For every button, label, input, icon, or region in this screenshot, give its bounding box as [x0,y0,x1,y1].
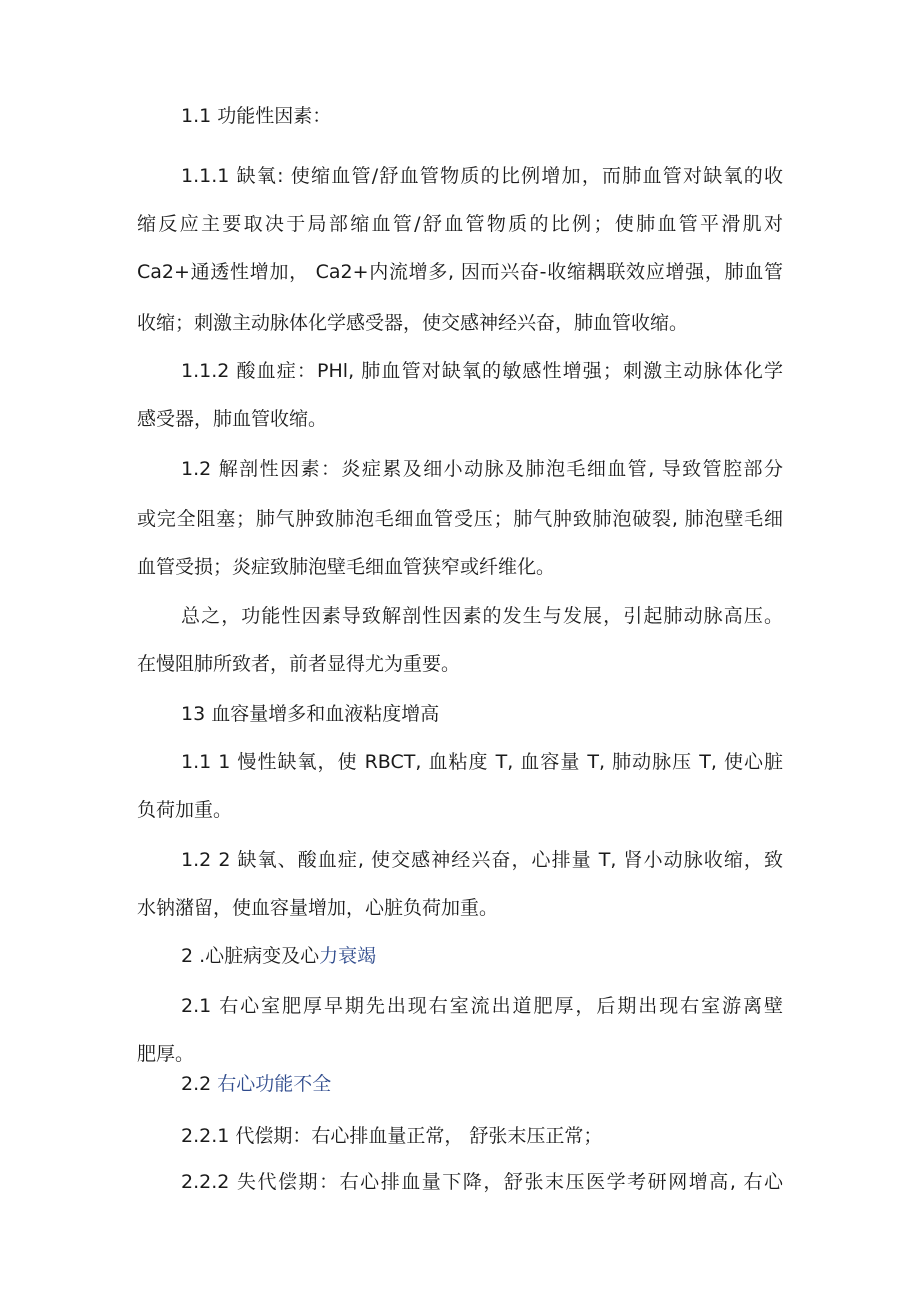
heading-2-2 [181,1072,331,1096]
paragraph-text: 血管受损；炎症致肺泡壁毛细血管狭窄或纤维化。 [137,556,556,578]
paragraph-1-1-1-alt-line-1 [181,750,783,774]
paragraph-summary-line-2 [137,652,460,676]
paragraph-text: 2.2.2 失代偿期：右心排血量下降，舒张末压医学考研网增高, 右心 [181,1171,783,1193]
paragraph-1-1-1-line-2 [137,212,783,236]
paragraph-text: 肥厚。 [137,1043,195,1065]
paragraph-1-1-2-line-2 [137,407,327,431]
paragraph-2-2-2-line-1 [181,1170,783,1194]
paragraph-1-1-2-line-1 [181,359,783,383]
paragraph-text: 缩反应主要取决于局部缩血管/舒血管物质的比例；使肺血管平滑肌对 [137,213,783,235]
paragraph-text: 在慢阻肺所致者，前者显得尤为重要。 [137,653,461,675]
paragraph-text: 收缩；刺激主动脉体化学感受器，使交感神经兴奋，肺血管收缩。 [137,312,689,334]
heading-text: 2.2 [181,1073,218,1095]
paragraph-2-1-line-1 [181,994,783,1018]
paragraph-1-2-line-2 [137,507,783,531]
heading-accent-text: 右心功能不全 [217,1073,332,1095]
paragraph-1-2-line-3 [137,555,555,579]
paragraph-summary-line-1 [181,604,783,628]
paragraph-text: Ca2+通透性增加， Ca2+内流增多, 因而兴奋-收缩耦联效应增强，肺血管 [137,261,783,283]
paragraph-2-1-line-2 [137,1042,194,1066]
paragraph-text: 总之，功能性因素导致解剖性因素的发生与发展，引起肺动脉高压。 [181,605,783,627]
paragraph-2-2-1 [181,1124,602,1148]
paragraph-1-1-1-line-3 [137,260,783,284]
paragraph-text: 2.2.1 代偿期：右心排血量正常， 舒张末压正常； [181,1125,603,1147]
paragraph-text: 1.1 1 慢性缺氧，使 RBCT, 血粘度 T, 血容量 T, 肺动脉压 T, 使心脏 [181,751,783,773]
heading-2 [181,944,376,968]
paragraph-text: 感受器，肺血管收缩。 [137,408,328,430]
paragraph-text: 2.1 右心室肥厚早期先出现右室流出道肥厚，后期出现右室游离壁 [181,995,783,1017]
paragraph-1-2-2-line-2 [137,896,498,920]
paragraph-text: 1.1.1 缺氧: 使缩血管/舒血管物质的比例增加，而肺血管对缺氧的收 [181,165,783,187]
heading-text: 13 血容量增多和血液粘度增高 [181,703,440,725]
paragraph-1-1-1-line-1 [181,164,783,188]
paragraph-1-2-2-line-1 [181,848,783,872]
heading-1-1 [181,104,331,128]
heading-1-3 [181,702,439,726]
heading-text: 2 .心脏病变及心 [181,945,320,967]
paragraph-text: 1.2 解剖性因素：炎症累及细小动脉及肺泡毛细血管, 导致管腔部分 [181,458,783,480]
paragraph-text: 1.2 2 缺氧、酸血症, 使交感神经兴奋，心排量 T, 肾小动脉收缩，致 [181,849,783,871]
heading-1-1-text: 1.1 功能性因素： [181,105,332,127]
paragraph-1-1-1-alt-line-2 [137,798,232,822]
paragraph-text: 1.1.2 酸血症：PHl, 肺血管对缺氧的敏感性增强；刺激主动脉体化学 [181,360,783,382]
paragraph-text: 水钠潴留，使血容量增加，心脏负荷加重。 [137,897,499,919]
paragraph-1-2-line-1 [181,457,783,481]
heading-accent-text: 力衰竭 [319,945,377,967]
paragraph-text: 负荷加重。 [137,799,233,821]
paragraph-1-1-1-line-4 [137,311,688,335]
paragraph-text: 或完全阻塞；肺气肿致肺泡毛细血管受压；肺气肿致肺泡破裂, 肺泡壁毛细 [137,508,783,530]
